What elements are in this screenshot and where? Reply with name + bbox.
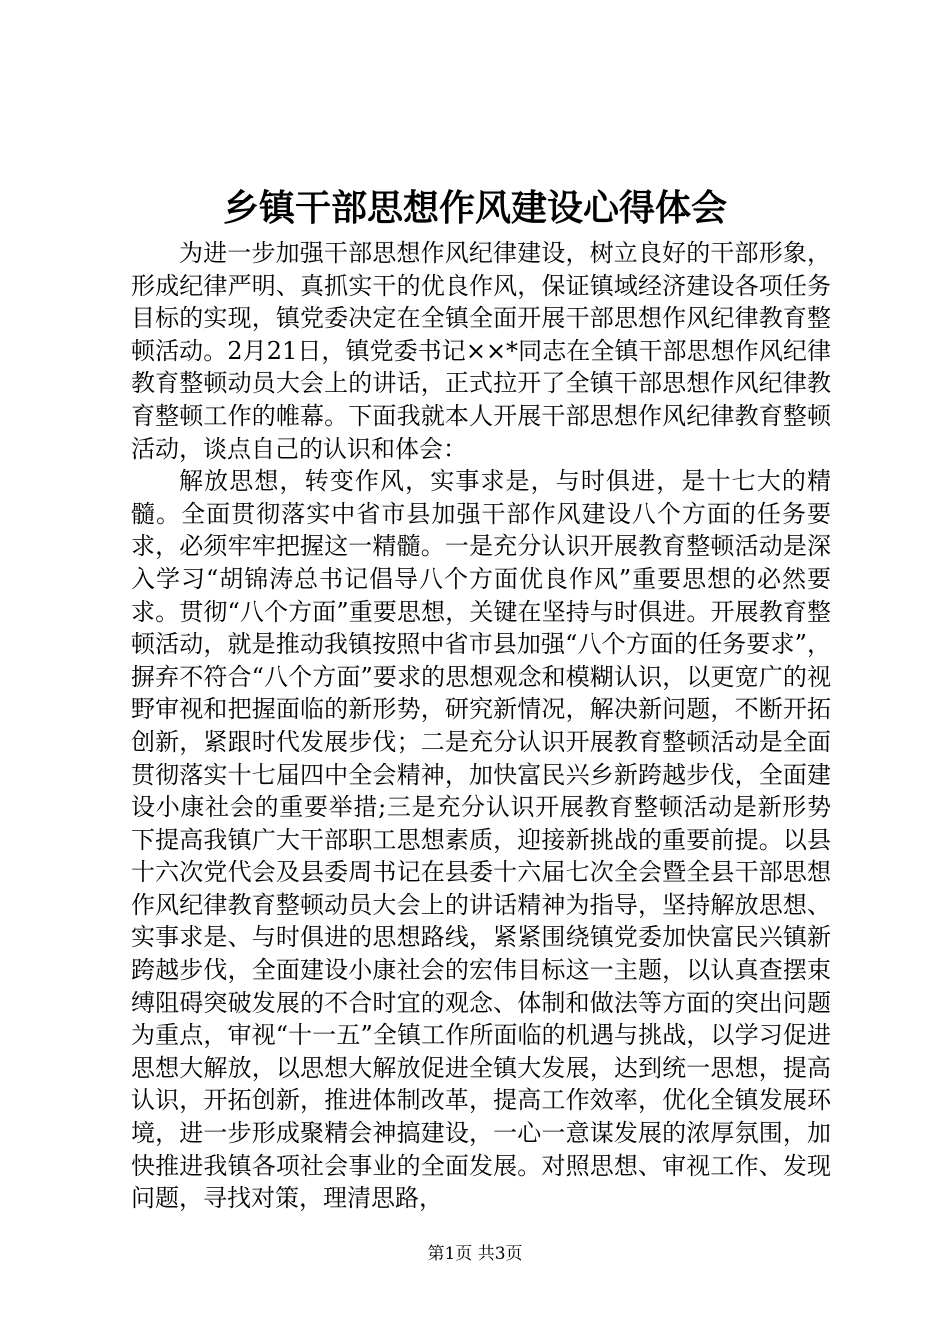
paragraph-intro: 为进一步加强干部思想作风纪律建设，树立良好的干部形象，形成纪律严明、真抓实干的优良作风，保证镇域经济建设各项任务目标的实现，镇党委决定在全镇全面开展干部思想作风纪律教育整顿活动。2月21日，镇党委书记××*同志在全镇干部思想作风纪律教育整顿动员大会上的讲话，正式拉开了全镇干部思想作风纪律教育整顿工作的帷幕。下面我就本人开展干部思想作风纪律教育整顿活动，谈点自己的认识和体会： [131, 239, 831, 463]
page-footer: 第1页 共3页 [427, 1244, 523, 1264]
document-title: 乡镇干部思想作风建设心得体会 [222, 187, 727, 229]
paragraph-main: 解放思想，转变作风，实事求是，与时俱进，是十七大的精髓。全面贯彻落实中省市县加强干部作风建设八个方面的任务要求，必须牢牢把握这一精髓。一是充分认识开展教育整顿活动是深入学习“胡锦涛总书记倡导八个方面优良作风”重要思想的必然要求。贯彻“八个方面”重要思想，关键在坚持与时俱进。开展教育整顿活动，就是推动我镇按照中省市县加强“八个方面的任务要求”，摒弃不符合“八个方面”要求的思想观念和模糊认识，以更宽广的视野审视和把握面临的新形势，研究新情况，解决新问题，不断开拓创新，紧跟时代发展步伐；二是充分认识开展教育整顿活动是全面贯彻落实十七届四中全会精神，加快富民兴乡新跨越步伐，全面建设小康社会的重要举措;三是充分认识开展教育整顿活动是新形势下提高我镇广大干部职工思想素质，迎接新挑战的重要前提。以县十六次党代会及县委周书记在县委十六届七次全会暨全县干部思想作风纪律教育整顿动员大会上的讲话精神为指导，坚持解放思想、实事求是、与时俱进的思想路线，紧紧围绕镇党委加快富民兴镇新跨越步伐，全面建设小康社会的宏伟目标这一主题，以认真查摆束缚阻碍突破发展的不合时宜的观念、体制和做法等方面的突出问题为重点，审视“十一五”全镇工作所面临的机遇与挑战，以学习促进思想大解放，以思想大解放促进全镇大发展，达到统一思想，提高认识，开拓创新，推进体制改革，提高工作效率，优化全镇发展环境，进一步形成聚精会神搞建设，一心一意谋发展的浓厚氛围，加快推进我镇各项社会事业的全面发展。对照思想、审视工作、发现问题，寻找对策，理清思路， [131, 467, 831, 1213]
document-body [131, 237, 831, 1215]
